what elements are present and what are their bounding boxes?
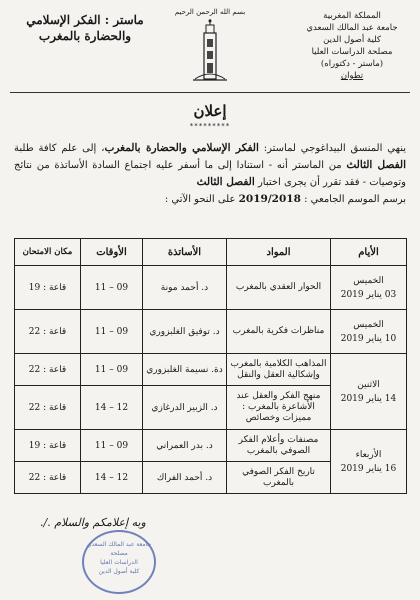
row-location: قاعة : 22 — [15, 386, 81, 430]
basmala: بسم الله الرحمن الرحيم — [174, 8, 246, 16]
day-name: الأربعاء — [355, 449, 382, 460]
header-line-faculty: كلية أصول الدين — [323, 35, 381, 45]
table-header-row — [15, 239, 407, 266]
row-location: قاعة : 22 — [15, 354, 81, 386]
header-line-degrees: (ماستر - دكتوراه) — [320, 59, 384, 69]
institution-header — [292, 10, 412, 82]
row-subject: منهج الفكر والعقل عند الأشاعرة بالمغرب : مميزات وخصائص — [227, 386, 331, 430]
row-day — [331, 310, 407, 354]
header-days: الأيام — [331, 239, 407, 266]
row-subject: المذاهب الكلامية بالمغرب وإشكالية العقل والنقل — [227, 354, 331, 386]
day-date: 03 يناير 2019 — [340, 289, 397, 300]
header-line-city: تطوان — [340, 71, 364, 81]
day-date: 16 يناير 2019 — [340, 463, 397, 474]
header-times: الأوقات — [81, 239, 143, 266]
row-time: 09 – 11 — [81, 430, 143, 462]
row-professor: دة. نسيمة الغلبزوري — [143, 354, 227, 386]
table-row — [15, 266, 407, 310]
program-line-1: ماستر : الفكر الإسلامي — [26, 13, 144, 27]
row-time: 09 – 11 — [81, 266, 143, 310]
header-subject: المواد — [227, 239, 331, 266]
announcement-body — [14, 140, 406, 208]
row-day — [331, 354, 407, 430]
table-row — [15, 310, 407, 354]
row-subject: مصنفات وأعلام الفكر الصوفي بالمغرب — [227, 430, 331, 462]
row-subject: تاريخ الفكر الصوفي بالمغرب — [227, 462, 331, 494]
body-academic-year: 2019/2018 — [238, 193, 301, 205]
body-p1-e: من الماستر أنه - استنادا إلى ما أسفر عليه اجتماع السادة الأساتذة من نتائج وتوصيات - فقد تقرر أن يجرى اختبار — [14, 160, 406, 188]
official-stamp — [82, 530, 156, 594]
day-date: 10 يناير 2019 — [340, 333, 397, 344]
stamp-line-4: كلية أصول الدين — [98, 568, 140, 575]
body-program-name: الفكر الإسلامي والحضارة بالمغرب — [104, 142, 259, 154]
row-professor: د. الزبير الدرغازي — [143, 386, 227, 430]
day-date: 14 يناير 2019 — [340, 393, 397, 404]
body-p2-a: برسم الموسم الجامعي : — [304, 194, 406, 205]
row-location: قاعة : 19 — [15, 266, 81, 310]
row-professor: د. بدر العمراني — [143, 430, 227, 462]
row-location: قاعة : 19 — [15, 430, 81, 462]
header-line-kingdom: المملكة المغربية — [323, 11, 381, 21]
header-center — [160, 8, 260, 83]
page-title: إعلان — [193, 102, 227, 120]
stamp-line-3: الدراسات العليا — [100, 559, 138, 566]
stamp-line-2: مصلحة — [110, 550, 128, 557]
row-professor: د. أحمد الفراك — [143, 462, 227, 494]
day-name: الخميس — [353, 275, 384, 286]
day-name: الاثنين — [357, 379, 380, 390]
table-row — [15, 354, 407, 386]
row-professor: د. أحمد مونة — [143, 266, 227, 310]
stamp-line-1: جامعة عبد المالك السعدي — [86, 541, 152, 548]
header-divider — [10, 92, 410, 93]
row-location: قاعة : 22 — [15, 310, 81, 354]
body-semester: الفصل الثالث — [346, 159, 407, 171]
day-name: الخميس — [353, 319, 384, 330]
body-p1-c: ، إلى علم كافة طلبة — [14, 143, 105, 154]
row-subject: الحوار العقدي بالمغرب — [227, 266, 331, 310]
row-day — [331, 430, 407, 494]
header-line-university: جامعة عبد المالك السعدي — [306, 23, 398, 33]
exam-schedule-table — [14, 238, 407, 494]
row-professor: د. توفيق الغلبزوري — [143, 310, 227, 354]
body-p2-c: على النحو الآتي : — [164, 194, 236, 205]
header-professor: الأساتذة — [143, 239, 227, 266]
body-semester-2: الفصل الثالث — [196, 176, 255, 188]
row-time: 09 – 11 — [81, 354, 143, 386]
body-p1-a: ينهي المنسق البيداغوجي لماستر: — [263, 143, 406, 154]
title-ornament: ********* — [189, 122, 231, 130]
header-line-service: مصلحة الدراسات العليا — [311, 47, 393, 57]
header-location: مكان الامتحان — [15, 239, 81, 266]
row-time: 12 – 14 — [81, 462, 143, 494]
university-logo-icon — [193, 19, 227, 83]
row-subject: مناظرات فكرية بالمغرب — [227, 310, 331, 354]
closing-line: وبه إعلامكم والسلام ./. — [40, 516, 146, 529]
row-day — [331, 266, 407, 310]
row-time: 12 – 14 — [81, 386, 143, 430]
row-time: 09 – 11 — [81, 310, 143, 354]
program-header — [10, 12, 160, 44]
table-row — [15, 430, 407, 462]
program-line-2: والحضارة بالمغرب — [38, 29, 132, 43]
row-location: قاعة : 22 — [15, 462, 81, 494]
